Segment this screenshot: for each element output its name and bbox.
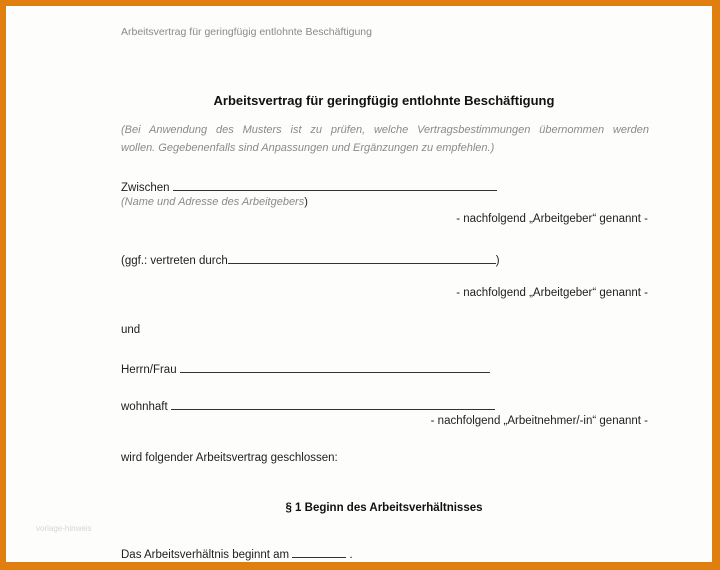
employer-hint-text: (Name und Adresse des Arbeitgebers	[121, 196, 305, 208]
represented-close: )	[495, 255, 500, 267]
document-page	[6, 6, 712, 562]
employer-designation-2: - nachfolgend „Arbeitgeber“ genannt -	[456, 287, 648, 299]
document-title: Arbeitsvertrag für geringfügig entlohnte Beschäftigung	[213, 93, 555, 108]
employee-designation: - nachfolgend „Arbeitnehmer/-in“ genannt -	[430, 415, 648, 427]
section-1-title: § 1 Beginn des Arbeitsverhältnisses	[285, 502, 483, 514]
employee-address-blank[interactable]	[171, 397, 495, 410]
section-1-end: .	[349, 549, 353, 561]
usage-note-line-2: wollen. Gegebenenfalls sind Anpassungen und Ergänzungen zu empfehlen.)	[121, 142, 495, 154]
wohnhaft-label: wohnhaft	[121, 401, 168, 413]
employer-blank[interactable]	[173, 178, 497, 191]
watermark: vorlage-hinweis	[36, 524, 92, 533]
start-date-blank[interactable]	[292, 545, 346, 558]
employee-name-blank[interactable]	[180, 360, 490, 373]
usage-note-line-1: (Bei Anwendung des Musters ist zu prüfen, welche Vertragsbestimmungen übernommen werden	[121, 124, 649, 136]
section-1-text: Das Arbeitsverhältnis beginnt am	[121, 549, 290, 561]
contract-intro: wird folgender Arbeitsvertrag geschlossen:	[121, 452, 338, 464]
zwischen-line	[121, 178, 497, 194]
representative-blank[interactable]	[228, 251, 496, 264]
herr-frau-line	[121, 360, 490, 376]
section-1-text-line	[121, 545, 353, 561]
employer-hint-close: )	[304, 196, 308, 208]
wohnhaft-line	[121, 397, 495, 413]
employer-designation-1: - nachfolgend „Arbeitgeber“ genannt -	[456, 213, 648, 225]
represented-line	[121, 251, 500, 267]
running-header: Arbeitsvertrag für geringfügig entlohnte Beschäftigung	[121, 26, 372, 38]
usage-note	[121, 121, 649, 157]
und-label: und	[121, 324, 141, 336]
represented-label: (ggf.: vertreten durch	[121, 255, 228, 267]
zwischen-label: Zwischen	[121, 182, 170, 194]
employer-hint	[121, 196, 308, 208]
herr-frau-label: Herrn/Frau	[121, 364, 177, 376]
